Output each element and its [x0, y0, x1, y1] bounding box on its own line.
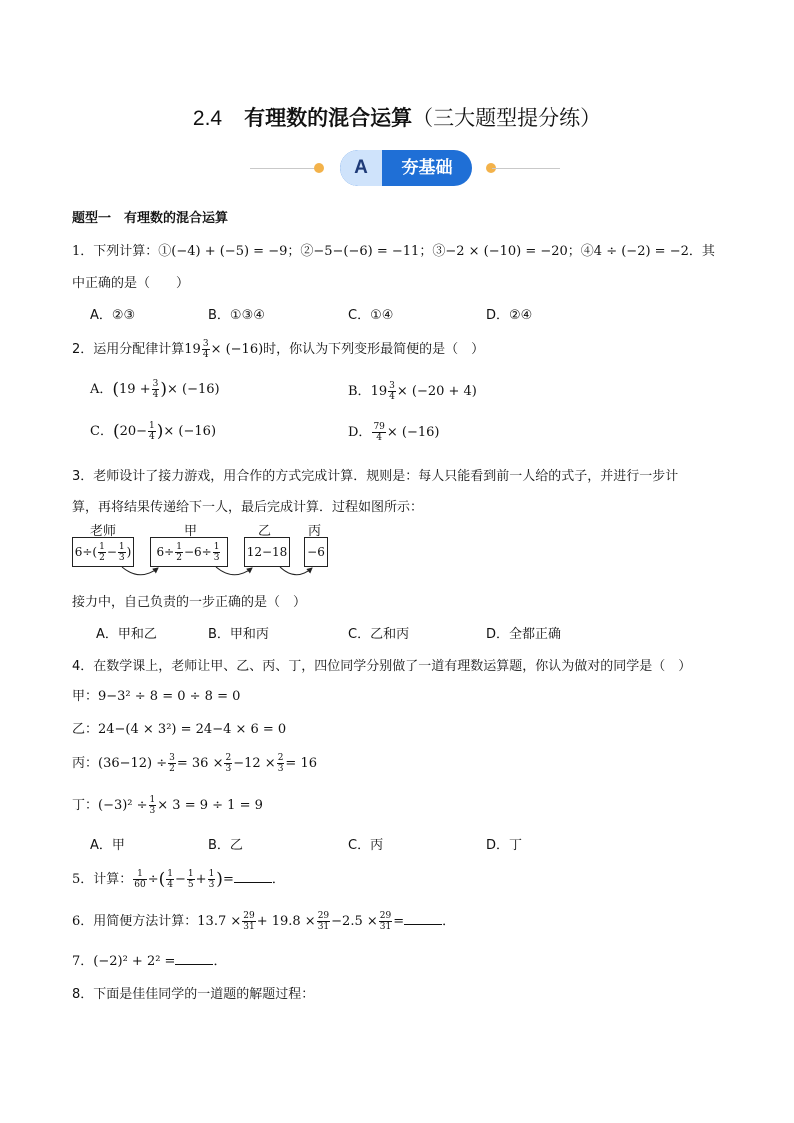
- q2-pre: 2．运用分配律计算: [72, 342, 185, 357]
- q7-answer-blank: [175, 952, 213, 965]
- q3-option-d: D．全都正确: [486, 627, 562, 642]
- q4-option-d: D．丁: [486, 838, 523, 853]
- q4-option-b: B．乙: [208, 838, 243, 853]
- q1-option-d: D．②④: [486, 308, 533, 323]
- q2-post: × (−16)时，你认为下列变形最简便的是（ ）: [210, 342, 485, 357]
- relay-box-yi: 12−18: [244, 537, 290, 567]
- q6-answer-blank: [404, 912, 442, 925]
- q2-option-b: B．19 $\frac{3}{4}$ × (−20 + 4): [348, 381, 477, 402]
- relay-box-bing: −6: [304, 537, 328, 567]
- q3-option-c: C．乙和丙: [348, 627, 410, 642]
- q1-option-a: A．②③: [90, 308, 136, 323]
- banner-pill: [340, 150, 472, 186]
- q5-answer-blank: [234, 870, 272, 883]
- q4-jia: 甲：9−3² ÷ 8 = 0 ÷ 8 = 0: [72, 689, 241, 704]
- relay-label-bing: 丙: [308, 524, 322, 539]
- page-title: [0, 102, 794, 132]
- relay-label-jia: 甲: [184, 524, 198, 539]
- relay-box-teacher: 6÷( $\frac{1}{2}$ − $\frac{1}{3}$ ): [72, 537, 134, 567]
- lesson-subtitle: （三大题型提分练）: [412, 106, 602, 130]
- relay-diagram: [72, 520, 392, 582]
- q2-option-d: D． $\frac{79}{4}$ × (−16): [348, 422, 440, 443]
- banner-label: 夯基础: [401, 158, 453, 178]
- q1-line1: 1．下列计算：①(−4) + (−5) = −9；②−5−(−6) = −11；③−2 × (−10) = −20；④4 ÷ (−2) = −2．其: [72, 244, 715, 259]
- relay-arrows: [72, 520, 392, 582]
- q4-yi: 乙：24−(4 × 3²) = 24−4 × 6 = 0: [72, 722, 287, 737]
- q4-option-a: A．甲: [90, 838, 125, 853]
- banner-line-left: [250, 168, 318, 169]
- q3-option-a: A．甲和乙: [96, 627, 157, 642]
- banner-letter: A: [340, 150, 382, 186]
- relay-arrow-3: [280, 567, 312, 575]
- q3-line1: 3．老师设计了接力游戏，用合作的方式完成计算．规则是：每人只能看到前一人给的式子，并进行一步计: [72, 469, 679, 484]
- q1-option-c: C．①④: [348, 308, 394, 323]
- q8-line: 8．下面是佳佳同学的一道题的解题过程：: [72, 987, 315, 1002]
- q5-line: 5．计算： $\frac{1}{60}$ ÷( $\frac{1}{4}$ − $\frac{1}{5}$ + $\frac{1}{3}$ )= ．: [72, 869, 285, 890]
- lesson-title: 有理数的混合运算: [244, 106, 413, 130]
- level-banner: [250, 150, 560, 186]
- q4-line1: 4．在数学课上，老师让甲、乙、丙、丁，四位同学分别做了一道有理数运算题，你认为做对的同学是（ ）: [72, 659, 692, 674]
- q2-option-c: C．(20− $\frac{1}{4}$ )× (−16): [90, 421, 217, 442]
- q2-option-a: A．(19 + $\frac{3}{4}$ )× (−16): [90, 379, 220, 400]
- relay-arrow-2: [216, 567, 252, 575]
- q7-line: 7．(−2)² + 2² = ．: [72, 954, 227, 969]
- q1-line2: 中正确的是（ ）: [72, 276, 190, 291]
- section-heading: 题型一 有理数的混合运算: [72, 211, 229, 226]
- relay-label-yi: 乙: [258, 524, 272, 539]
- banner-dot-left: [314, 163, 324, 173]
- q6-line: 6．用简便方法计算：13.7 × $\frac{29}{31}$ + 19.8 × $\frac{29}{31}$ −2.5 × $\frac{29}{31}$ = ．: [72, 911, 456, 932]
- q3-line2: 算，再将结果传递给下一人，最后完成计算．过程如图所示：: [72, 500, 424, 515]
- lesson-number: 2.4: [192, 107, 223, 130]
- q3-option-b: B．甲和丙: [208, 627, 269, 642]
- q1-option-b: B．①③④: [208, 308, 265, 323]
- banner-line-right: [492, 168, 560, 169]
- relay-box-jia: 6÷ $\frac{1}{2}$ −6÷ $\frac{1}{3}$: [150, 537, 228, 567]
- q2-mixed-frac: $\frac{3}{4}$: [202, 339, 209, 360]
- relay-arrow-1: [122, 567, 158, 575]
- q4-ding: 丁：(−3)² ÷ $\frac{1}{3}$ × 3 = 9 ÷ 1 = 9: [72, 795, 263, 816]
- q4-option-c: C．丙: [348, 838, 384, 853]
- relay-label-teacher: 老师: [90, 524, 117, 539]
- q3-question: 接力中，自己负责的一步正确的是（ ）: [72, 595, 307, 610]
- q2-mixed-whole: 19: [184, 342, 201, 357]
- q2-stem: [72, 338, 484, 360]
- q4-bing: 丙：(36−12) ÷ $\frac{3}{2}$ = 36 × $\frac{2}{3}$ −12 × $\frac{2}{3}$ = 16: [72, 753, 317, 774]
